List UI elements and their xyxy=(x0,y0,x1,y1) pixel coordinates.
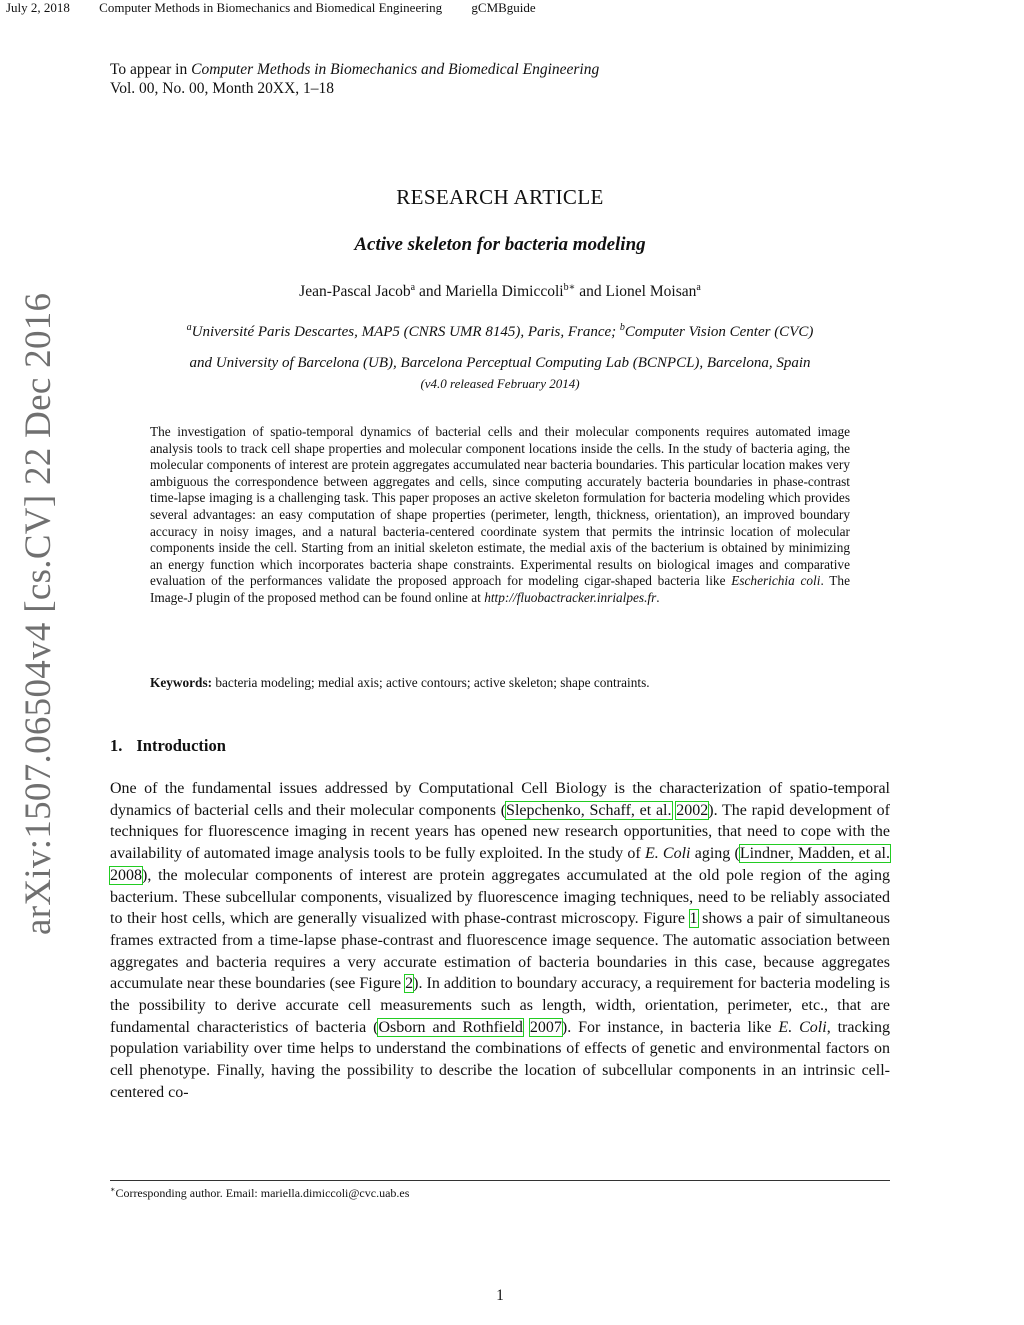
keywords-text: bacteria modeling; medial axis; active contours; active skeleton; shape contraints. xyxy=(212,675,650,690)
paper-title: Active skeleton for bacteria modeling xyxy=(354,234,646,255)
section-heading xyxy=(110,736,226,756)
affil-a-sup: a xyxy=(186,322,192,333)
volume-info: Vol. 00, No. 00, Month 20XX, 1–18 xyxy=(110,80,335,97)
body-text-11: , tracking population variability over time helps to understand the combinations of effects of genetic and environmental factors on cell phenotype. Finally, having the possibility to describe the location of subcellular components in an intrinsic cell-centered co- xyxy=(110,1018,891,1101)
species-ecoli: E. Coli xyxy=(644,845,691,863)
affil-b: Computer Vision Center (CVC) xyxy=(624,324,814,340)
footnote-text: Corresponding author. Email: mariella.dimiccoli@cvc.uab.es xyxy=(115,1186,410,1200)
citation-year-link[interactable]: 2008 xyxy=(110,866,142,884)
citation-link[interactable]: Slepchenko, Schaff, et al. xyxy=(506,801,672,819)
footnote-mark: ∗ xyxy=(110,1185,116,1194)
section-title: Introduction xyxy=(136,736,226,755)
abstract xyxy=(150,424,850,607)
page-number: 1 xyxy=(496,1287,504,1304)
body-text-7: shows a pair of simultaneous frames extracted from a time-lapse phase-contrast and fluorescence image sequence. The automatic association between aggregates and bacteria requires a very accurate estimation of bacteria boundaries in this case, because aggregates accumulate near these boundaries (see Figure xyxy=(110,910,891,993)
appear-prefix: To appear in xyxy=(110,61,192,78)
body-text-6: ), the molecular components of interest are protein aggregates accumulated at the old pole region of the aging bacterium. These subcellular components, visualized by fluorescence imaging techniques, need to be reliably associated to their host cells, which are generally visualized with phase-contrast microscopy. Figure xyxy=(110,866,890,928)
affil-a: Université Paris Descartes, MAP5 (CNRS UMR 8145), Paris, France; xyxy=(191,324,620,340)
author-1: Jean-Pascal Jacob xyxy=(299,283,411,301)
author-sep-1: and xyxy=(415,283,446,301)
body-text-4: aging ( xyxy=(690,845,740,863)
header-date: July 2, 2018 xyxy=(6,0,70,15)
figure-ref-link[interactable]: 2 xyxy=(405,975,414,993)
body-text-8: ). In addition to boundary accuracy, a requirement for bacteria modeling is the possibility to derive accurate cell measurements such as length, width, orientation, perimeter, etc., that are fundamental characteristics of bacteria ( xyxy=(110,975,891,1036)
body-text-9 xyxy=(523,1019,530,1036)
journal-info xyxy=(110,60,599,98)
citation-link[interactable]: Lindner, Madden, et al. xyxy=(739,845,890,863)
author-1-sup: a xyxy=(410,282,416,293)
author-list xyxy=(110,282,890,301)
keywords xyxy=(150,675,850,691)
citation-year-link[interactable]: 2007 xyxy=(529,1018,562,1036)
figure-ref-link[interactable]: 1 xyxy=(689,910,698,928)
body-text-10: ). For instance, in bacteria like xyxy=(561,1018,779,1036)
abstract-part-3: . xyxy=(656,589,660,605)
version-note: (v4.0 released February 2014) xyxy=(420,376,580,391)
affil-b-line2: and University of Barcelona (UB), Barcelona Perceptual Computing Lab (BCNPCL), Barcelona, Spain xyxy=(189,355,811,371)
abstract-url-link[interactable]: http://fluobactracker.inrialpes.fr xyxy=(484,589,657,605)
author-2: Mariella Dimiccoli xyxy=(445,283,564,301)
author-2-sup: b∗ xyxy=(563,282,576,293)
running-header xyxy=(6,0,562,16)
citation-year-link[interactable]: 2002 xyxy=(676,801,709,819)
header-journal: Computer Methods in Biomechanics and Biomedical Engineering xyxy=(99,0,443,15)
citation-link[interactable]: Osborn and Rothfield xyxy=(378,1018,523,1036)
affil-b-sup: b xyxy=(619,322,625,333)
species-ecoli: E. Coli xyxy=(778,1018,827,1036)
article-type: RESEARCH ARTICLE xyxy=(396,185,604,209)
body-text-1: One of the fundamental issues addressed by Computational Cell Biology is the characterization of spatio-temporal dynamics of bacterial cells and their molecular components ( xyxy=(110,780,890,819)
intro-paragraph xyxy=(110,778,890,1104)
arxiv-stamp: arXiv:1507.06504v4 [cs.CV] 22 Dec 2016 xyxy=(18,292,59,935)
author-3: Lionel Moisan xyxy=(605,283,697,301)
affiliations xyxy=(110,312,890,379)
author-sep-2: and xyxy=(575,283,606,301)
abstract-species: Escherichia coli xyxy=(731,573,821,589)
footnote-rule xyxy=(110,1180,890,1181)
abstract-part-2: . The Image-J plugin of the proposed method can be found online at xyxy=(150,573,850,605)
section-number: 1. xyxy=(110,736,123,755)
author-3-sup: a xyxy=(696,282,701,293)
abstract-part-1: The investigation of spatio-temporal dynamics of bacterial cells and their molecular components requires automated image analysis tools to track cell shape properties and molecular component locations inside the cells. In the study of bacteria aging, the molecular components of interest are protein aggregates accumulated near bacteria boundaries. This particular location makes very ambiguous the correspondence between aggregates and cells, since computing accurately bacteria boundaries in phase-contrast time-lapse imaging is a challenging task. This paper proposes an active skeleton formulation for bacteria modeling which provides several advantages: an easy computation of shape properties (perimeter, length, thickness, orientation), an improved boundary accuracy in noisy images, and a natural bacteria-centered coordinate system that permits the intrinsic location of molecular components inside the cell. Starting from an initial skeleton estimate, the medial axis of the bacterium is obtained by minimizing an energy function which incorporates bacteria shape constraints. Experimental results on biological images and comparative evaluation of the performances validate the proposed approach for modeling cigar-shaped bacteria like xyxy=(150,424,850,589)
body-text-3: ). The rapid development of techniques for fluorescence imaging in recent years has opened new research opportunities, that need to cope with the availability of automated image analysis tools to be fully exploited. In the study of xyxy=(110,801,890,863)
footnote xyxy=(110,1185,409,1201)
header-guide: gCMBguide xyxy=(471,0,536,15)
keywords-label: Keywords: xyxy=(150,675,213,690)
appear-journal: Computer Methods in Biomechanics and Biomedical Engineering xyxy=(191,61,600,78)
